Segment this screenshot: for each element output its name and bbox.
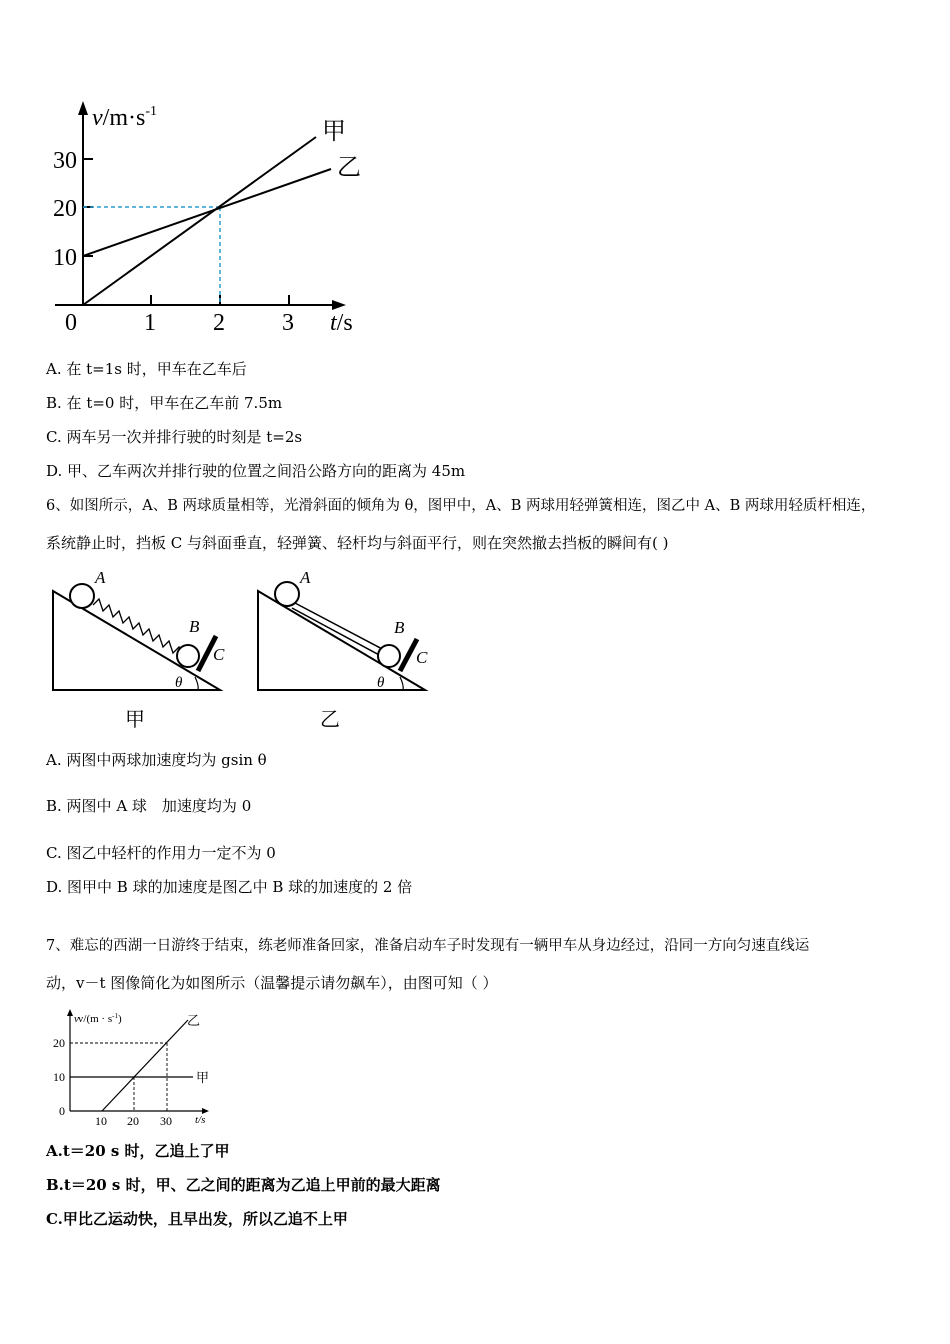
y-tick-label-30: 30	[53, 148, 77, 174]
q5-option-a: A. 在 t=1s 时，甲车在乙车后	[46, 360, 247, 378]
q5-option-b: B. 在 t=0 时，甲车在乙车前 7.5m	[46, 394, 283, 412]
q7-option-c: C.甲比乙运动快，且早出发，所以乙追不上甲	[46, 1210, 348, 1228]
incline-figure-yi	[250, 563, 440, 735]
y-tick-label-20-2: 20	[53, 1036, 65, 1050]
theta-arc-jia	[195, 677, 198, 690]
q7-option-b: B.t＝20 s 时，甲、乙之间的距离为乙追上甲前的最大距离	[46, 1176, 441, 1194]
line-label-jia-2: 甲	[196, 1070, 210, 1085]
label-c-yi: C	[416, 648, 428, 667]
y-axis-arrow	[78, 101, 88, 115]
line-yi-2	[102, 1020, 188, 1111]
x-tick-label-20-2: 20	[127, 1114, 139, 1128]
q5-option-d: D. 甲、乙车两次并排行驶的位置之间沿公路方向的距离为 45m	[46, 462, 466, 480]
line-jia	[83, 137, 316, 305]
rod-upper-yi	[295, 603, 386, 651]
y-tick-label-10-2: 10	[53, 1070, 65, 1084]
theta-arc-yi	[400, 677, 403, 690]
x-tick-label-1: 1	[144, 310, 156, 336]
label-a-yi: A	[300, 568, 311, 587]
x-axis-arrow	[332, 300, 346, 310]
label-theta-jia: θ	[175, 675, 183, 691]
fig-caption-yi: 乙	[320, 709, 340, 731]
label-a-jia: A	[95, 568, 106, 587]
fig-caption-jia: 甲	[125, 709, 145, 731]
x-tick-label-30-2: 30	[160, 1114, 172, 1128]
ball-b-yi	[378, 645, 400, 667]
x-tick-label-0: 0	[65, 310, 77, 336]
spring-icon	[93, 599, 183, 659]
y-axis-label: $v/m\cdot s^{-1}$	[92, 104, 157, 131]
ball-b-jia	[177, 645, 199, 667]
x-tick-label-2: 2	[213, 310, 225, 336]
q6-stem-line1: 6、如图所示，A、B 两球质量相等，光滑斜面的倾角为 θ，图甲中，A、B 两球用轻弹簧相连，图乙中 A、B 两球用轻质杆相连，	[46, 498, 876, 514]
line-yi	[83, 169, 331, 256]
label-b-yi: B	[394, 618, 405, 637]
q7-stem-line2: 动，v－t 图像简化为如图所示（温馨提示请勿飙车），由图可知（ ）	[46, 974, 498, 992]
label-b-jia: B	[189, 617, 200, 636]
y-axis-arrow-2	[67, 1009, 73, 1016]
label-c-jia: C	[213, 645, 225, 664]
x-tick-label-3: 3	[282, 310, 294, 336]
velocity-time-graph-2	[45, 1005, 225, 1130]
q6-option-c: C. 图乙中轻杆的作用力一定不为 0	[46, 844, 276, 862]
q5-option-c: C. 两车另一次并排行驶的时刻是 t=2s	[46, 428, 303, 446]
x-axis-label: t/s	[330, 310, 353, 336]
incline-figure-jia	[45, 563, 235, 735]
q6-option-b: B. 两图中 A 球 加速度均为 0	[46, 797, 252, 815]
x-label-2: t/s	[195, 1114, 206, 1126]
q6-stem-line2: 系统静止时，挡板 C 与斜面垂直，轻弹簧、轻杆均与斜面平行，则在突然撤去挡板的瞬间有( )	[46, 534, 669, 552]
label-theta-yi: θ	[377, 675, 385, 691]
q7-stem-line1: 7、难忘的西湖一日游终于结束，练老师准备回家，准备启动车子时发现有一辆甲车从身边经过，沿同一方向匀速直线运	[46, 938, 810, 954]
line-label-yi: 乙	[337, 155, 361, 181]
line-label-yi-2: 乙	[187, 1013, 201, 1028]
line-label-jia: 甲	[322, 119, 346, 145]
rod-lower-yi	[292, 608, 383, 657]
y-tick-label-0-2: 0	[59, 1104, 65, 1118]
q6-option-a: A. 两图中两球加速度均为 gsin θ	[46, 751, 267, 769]
ball-a-jia	[70, 584, 94, 608]
x-tick-label-10-2: 10	[95, 1114, 107, 1128]
y-tick-label-20: 20	[53, 196, 77, 222]
barrier-c-yi	[400, 639, 417, 671]
velocity-time-graph-1	[40, 95, 380, 340]
y-label-2: $vv/(m \cdot s^{-1})$	[74, 1012, 122, 1025]
y-tick-label-10: 10	[53, 245, 77, 271]
q7-option-a: A.t＝20 s 时，乙追上了甲	[46, 1142, 230, 1160]
q6-option-d: D. 图甲中 B 球的加速度是图乙中 B 球的加速度的 2 倍	[46, 878, 413, 896]
